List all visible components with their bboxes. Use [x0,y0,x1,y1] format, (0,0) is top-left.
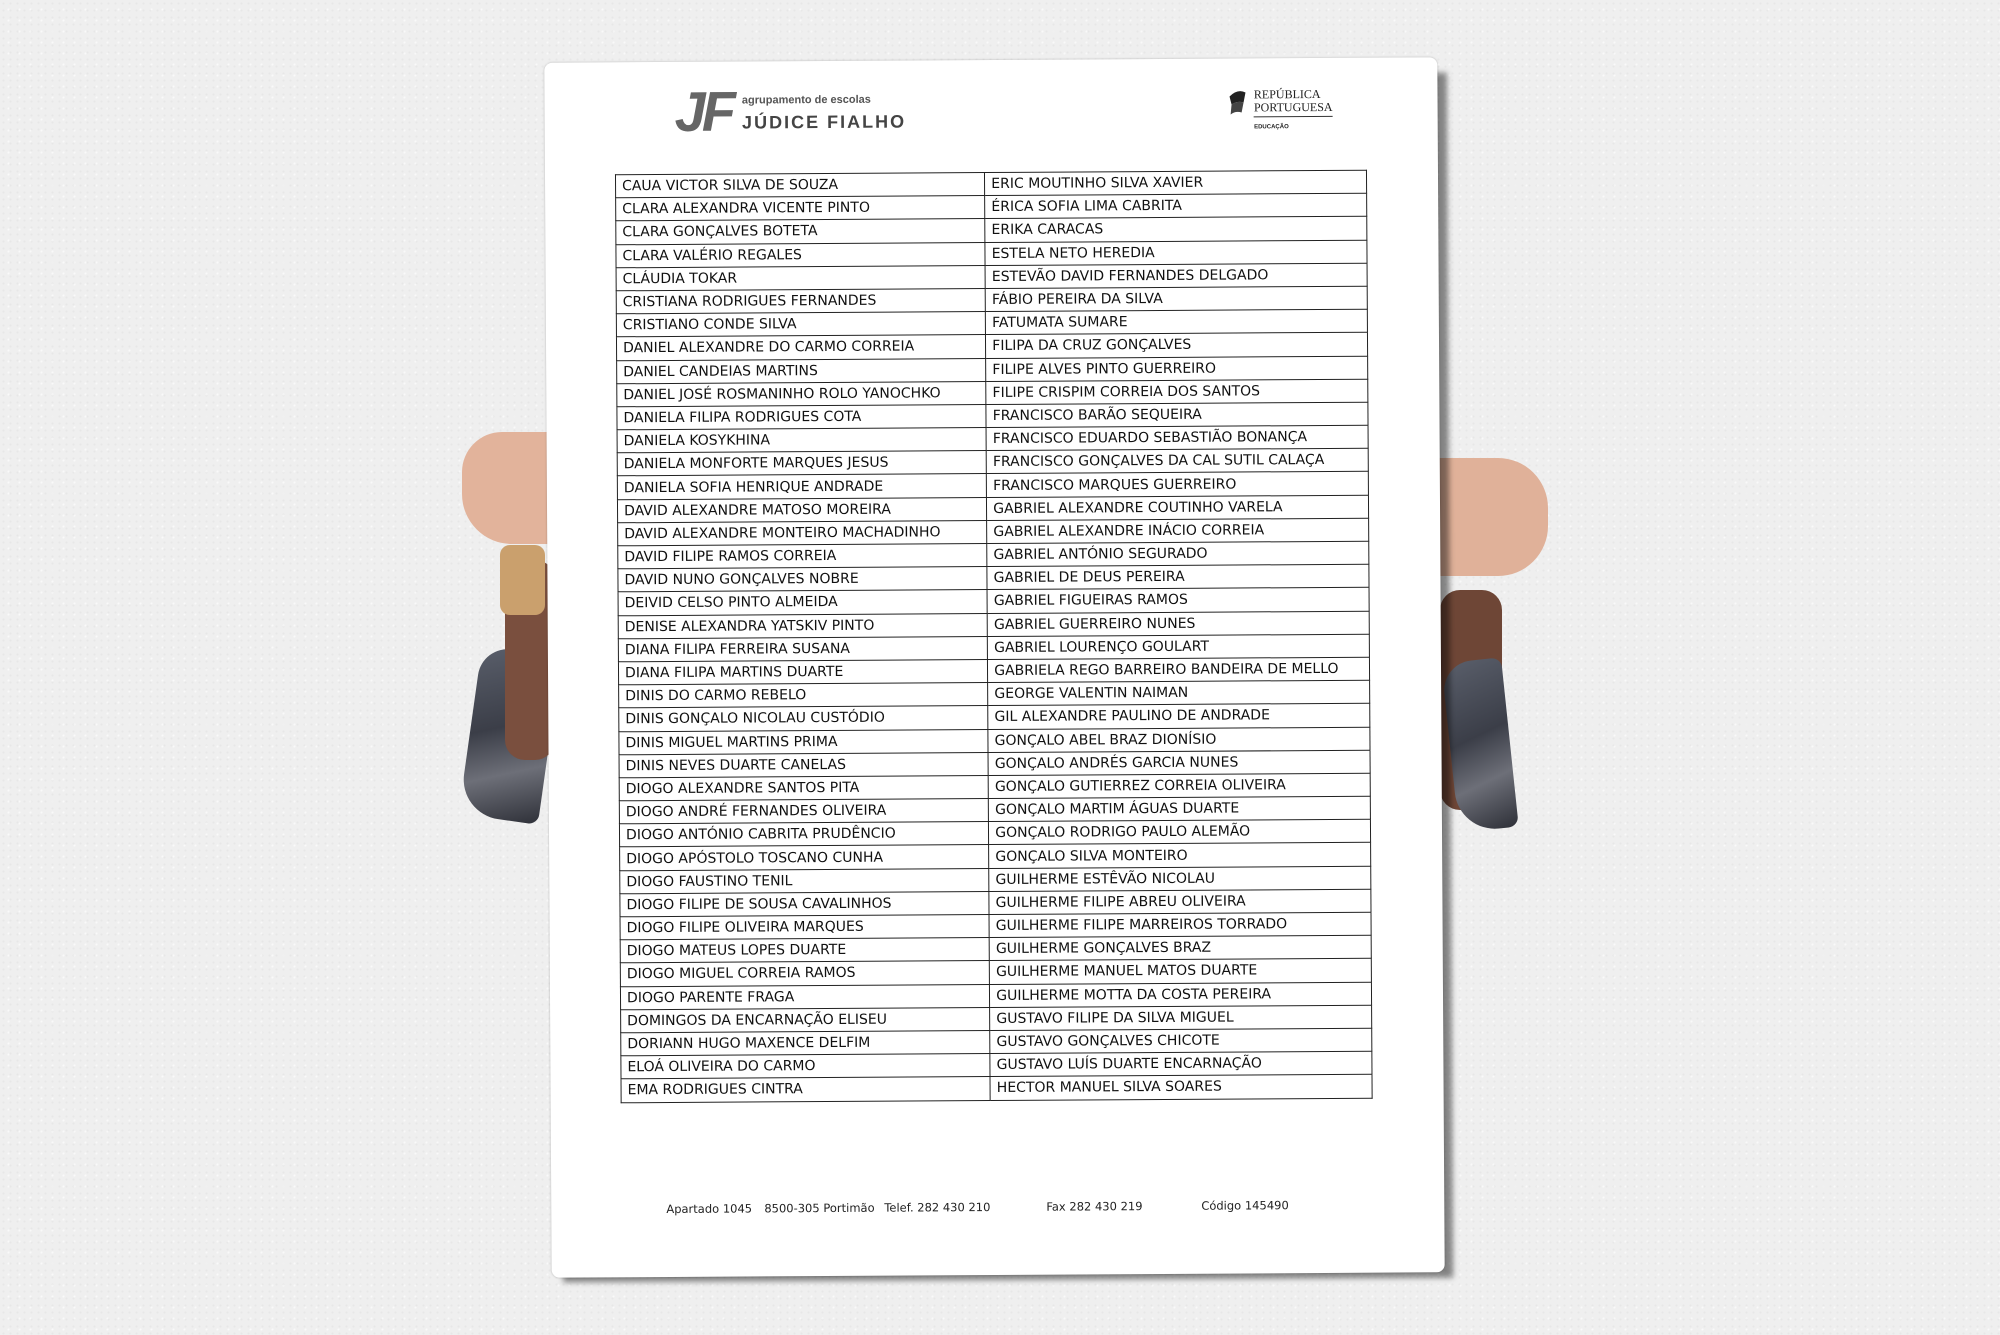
student-name-right: GUILHERME MOTTA DA COSTA PEREIRA [990,982,1372,1008]
student-name-left: DIOGO FAUSTINO TENIL [620,868,989,893]
student-name-right: FRANCISCO BARÃO SEQUEIRA [986,402,1368,428]
logo-mark: JF [674,79,733,143]
student-name-right: GABRIEL ANTÓNIO SEGURADO [987,541,1369,567]
student-name-left: CLARA VALÉRIO REGALES [616,242,985,267]
student-name-left: DEIVID CELSO PINTO ALMEIDA [618,590,987,615]
student-name-right: HECTOR MANUEL SILVA SOARES [990,1075,1372,1101]
footer-code: Código 145490 [1201,1198,1289,1213]
student-name-left: DINIS DO CARMO REBELO [619,683,988,708]
student-name-left: DANIELA MONFORTE MARQUES JESUS [617,451,986,476]
student-name-left: DAVID ALEXANDRE MONTEIRO MACHADINHO [618,520,987,545]
student-name-right: GONÇALO ABEL BRAZ DIONÍSIO [988,727,1370,753]
table-row [621,1075,1372,1103]
student-name-right: GABRIEL ALEXANDRE INÁCIO CORREIA [987,518,1369,544]
student-name-left: DOMINGOS DA ENCARNAÇÃO ELISEU [621,1007,990,1032]
student-name-right: GABRIEL GUERREIRO NUNES [987,611,1369,637]
student-name-right: ERIKA CARACAS [985,217,1367,243]
student-name-left: DINIS GONÇALO NICOLAU CUSTÓDIO [619,706,988,731]
student-name-left: CLARA GONÇALVES BOTETA [616,219,985,244]
student-name-left: DANIEL JOSÉ ROSMANINHO ROLO YANOCHKO [617,381,986,406]
student-name-left: CRISTIANA RODRIGUES FERNANDES [616,288,985,313]
student-name-right: ESTEVÃO DAVID FERNANDES DELGADO [985,263,1367,289]
student-name-left: CLÁUDIA TOKAR [616,265,985,290]
student-name-left: DIOGO ANTÓNIO CABRITA PRUDÊNCIO [619,822,988,847]
student-name-left: DIOGO FILIPE DE SOUSA CAVALINHOS [620,891,989,916]
student-name-left: DANIEL CANDEIAS MARTINS [617,358,986,383]
student-name-left: DIANA FILIPA FERREIRA SUSANA [618,636,987,661]
student-name-right: FILIPE ALVES PINTO GUERREIRO [986,356,1368,382]
footer-fax: Fax 282 430 219 [1046,1199,1143,1214]
student-list-table [615,170,1373,1103]
student-name-left: DIOGO APÓSTOLO TOSCANO CUNHA [620,845,989,870]
student-name-left: DANIELA KOSYKHINA [617,428,986,453]
student-name-left: DIOGO MATEUS LOPES DUARTE [620,938,989,963]
student-name-left: DANIELA FILIPA RODRIGUES COTA [617,404,986,429]
student-name-right: GUILHERME ESTÊVÃO NICOLAU [989,866,1371,892]
student-name-right: GUILHERME FILIPE MARREIROS TORRADO [989,912,1371,938]
student-name-right: FÁBIO PEREIRA DA SILVA [985,286,1367,312]
student-name-right: GABRIEL DE DEUS PEREIRA [987,564,1369,590]
republic-line-1: REPÚBLICA [1253,86,1321,102]
student-name-right: GUSTAVO FILIPE DA SILVA MIGUEL [990,1005,1372,1031]
student-name-right: GONÇALO SILVA MONTEIRO [989,843,1371,869]
student-name-right: FILIPA DA CRUZ GONÇALVES [986,333,1368,359]
student-name-left: DIOGO ALEXANDRE SANTOS PITA [619,775,988,800]
student-name-right: GONÇALO RODRIGO PAULO ALEMÃO [989,819,1371,845]
student-name-left: DANIEL ALEXANDRE DO CARMO CORREIA [616,335,985,360]
student-name-left: DINIS MIGUEL MARTINS PRIMA [619,729,988,754]
student-name-right: GUILHERME FILIPE ABREU OLIVEIRA [989,889,1371,915]
document-sheet [544,57,1444,1277]
student-name-right: FILIPE CRISPIM CORREIA DOS SANTOS [986,379,1368,405]
student-name-left: DORIANN HUGO MAXENCE DELFIM [621,1030,990,1055]
student-name-left: DIANA FILIPA MARTINS DUARTE [618,659,987,684]
student-name-left: CLARA ALEXANDRA VICENTE PINTO [616,196,985,221]
student-name-right: GUSTAVO LUÍS DUARTE ENCARNAÇÃO [990,1051,1372,1077]
student-name-right: GONÇALO GUTIERREZ CORREIA OLIVEIRA [988,773,1370,799]
student-name-right: FRANCISCO MARQUES GUERREIRO [987,472,1369,498]
student-name-right: GUILHERME MANUEL MATOS DUARTE [989,959,1371,985]
student-name-left: DIOGO PARENTE FRAGA [620,984,989,1009]
student-name-left: EMA RODRIGUES CINTRA [621,1077,990,1102]
student-name-right: FRANCISCO GONÇALVES DA CAL SUTIL CALAÇA [986,448,1368,474]
student-name-right: GABRIEL ALEXANDRE COUTINHO VARELA [987,495,1369,521]
student-name-right: ERIC MOUTINHO SILVA XAVIER [985,170,1367,196]
logo-subtitle: agrupamento de escolas [741,93,871,107]
student-name-left: DIOGO ANDRÉ FERNANDES OLIVEIRA [619,799,988,824]
footer-postal-code: 8500-305 Portimão [764,1200,875,1216]
student-name-right: ÉRICA SOFIA LIMA CABRITA [985,193,1367,219]
student-name-right: GIL ALEXANDRE PAULINO DE ANDRADE [988,704,1370,730]
student-name-right: GEORGE VALENTIN NAIMAN [988,680,1370,706]
student-name-right: FATUMATA SUMARE [986,309,1368,335]
student-name-left: DANIELA SOFIA HENRIQUE ANDRADE [617,474,986,499]
student-name-right: GABRIEL LOURENÇO GOULART [988,634,1370,660]
republic-subtitle: EDUCAÇÃO [1254,124,1289,131]
document-footer [551,1197,1444,1217]
student-name-right: GONÇALO ANDRÉS GARCIA NUNES [988,750,1370,776]
student-name-left: CRISTIANO CONDE SILVA [616,312,985,337]
student-name-left: DAVID ALEXANDRE MATOSO MOREIRA [617,497,986,522]
footer-po-box: Apartado 1045 [666,1201,753,1217]
school-logo [674,79,907,143]
footer-phone: Telef. 282 430 210 [884,1200,991,1215]
student-name-left: DIOGO FILIPE OLIVEIRA MARQUES [620,915,989,940]
student-list-body [615,170,1372,1102]
student-name-right: GUILHERME GONÇALVES BRAZ [989,935,1371,961]
student-name-left: DAVID FILIPE RAMOS CORREIA [618,544,987,569]
republic-logo [1228,88,1333,135]
republic-emblem-icon [1228,88,1248,118]
student-name-left: DAVID NUNO GONÇALVES NOBRE [618,567,987,592]
student-name-left: DIOGO MIGUEL CORREIA RAMOS [620,961,989,986]
student-name-left: ELOÁ OLIVEIRA DO CARMO [621,1054,990,1079]
student-name-right: GONÇALO MARTIM ÁGUAS DUARTE [989,796,1371,822]
student-name-right: GUSTAVO GONÇALVES CHICOTE [990,1028,1372,1054]
student-name-right: FRANCISCO EDUARDO SEBASTIÃO BONANÇA [986,425,1368,451]
republic-line-2: PORTUGUESA [1254,101,1333,117]
student-name-left: DENISE ALEXANDRA YATSKIV PINTO [618,613,987,638]
student-name-right: ESTELA NETO HEREDIA [985,240,1367,266]
logo-name: JÚDICE FIALHO [741,111,907,133]
student-name-left: CAUA VICTOR SILVA DE SOUZA [615,173,984,198]
student-name-right: GABRIEL FIGUEIRAS RAMOS [987,588,1369,614]
student-name-right: GABRIELA REGO BARREIRO BANDEIRA DE MELLO [988,657,1370,683]
student-name-left: DINIS NEVES DUARTE CANELAS [619,752,988,777]
